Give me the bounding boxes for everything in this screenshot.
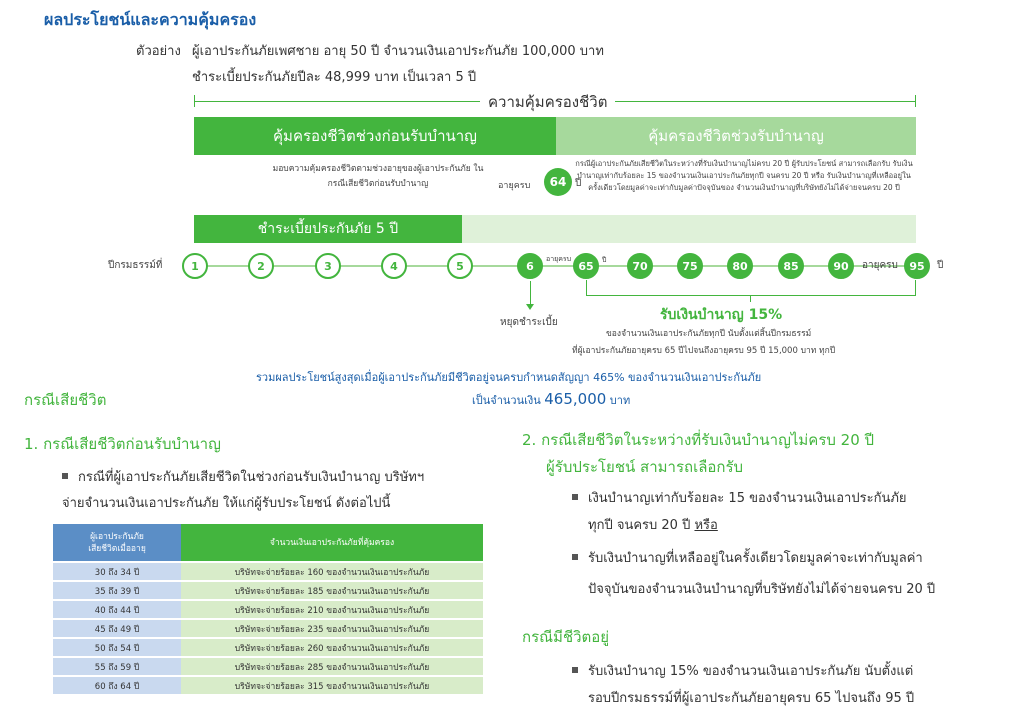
bullet-text: รับเงินบำนาญ 15% ของจำนวนเงินเอาประกันภัย นับตั้งแต่ (588, 664, 914, 679)
example-label: ตัวอย่าง (136, 44, 181, 59)
phase-pre-annuity: คุ้มครองชีวิตช่วงก่อนรับบำนาญ (194, 117, 556, 155)
bullet-text: ทุกปี จนครบ 20 ปี (588, 518, 691, 533)
table-cell-amount: บริษัทจะจ่ายร้อยละ 160 ของจำนวนเงินเอาประกันภัย (181, 563, 483, 580)
alive-bullet-line-2: รอบปีกรมธรรม์ที่ผู้เอาประกันภัยอายุครบ 65 ไปจนถึง 95 ปี (588, 691, 915, 706)
annuity-desc-line-1: ของจำนวนเงินเอาประกันภัยทุกปี นับตั้งแต่สิ้นปีกรมธรรม์ (606, 329, 812, 339)
table-cell-age: 30 ถึง 34 ปี (53, 563, 181, 580)
timeline-line (194, 265, 924, 267)
premium-payment-bar: ชำระเบี้ยประกันภัย 5 ปี (194, 215, 462, 243)
table-cell-amount: บริษัทจะจ่ายร้อยละ 235 ของจำนวนเงินเอาประกันภัย (181, 620, 483, 637)
annuity-bracket (586, 280, 916, 296)
annuity-title: รับเงินบำนาญ 15% (660, 307, 783, 323)
example-line-2: ชำระเบี้ยประกันภัยปีละ 48,999 บาท เป็นเวลา 5 ปี (192, 70, 477, 85)
bullet-text: เงินบำนาญเท่ากับร้อยละ 15 ของจำนวนเงินเอาประกันภัย (588, 491, 907, 506)
death-section-2-bullet-2-line-2: ปัจจุบันของจำนวนเงินบำนาญที่บริษัทยังไม่ได้จ่ายจนครบ 20 ปี (588, 582, 936, 597)
table-cell-amount: บริษัทจะจ่ายร้อยละ 210 ของจำนวนเงินเอาประกันภัย (181, 601, 483, 618)
arrow-down-icon (526, 304, 534, 310)
alive-heading: กรณีมีชีวิตอยู่ (522, 628, 610, 646)
age-64-label: อายุครบ (498, 181, 531, 191)
phase-pre-annuity-description: มอบความคุ้มครองชีวิตตามช่วงอายุของผู้เอาประกันภัย ในกรณีเสียชีวิตก่อนรับบำนาญ (272, 164, 484, 189)
table-header-amount: จำนวนเงินเอาประกันภัยที่คุ้มครอง (181, 524, 483, 561)
policy-year-4: 4 (381, 253, 407, 279)
policy-year-2: 2 (248, 253, 274, 279)
table-cell-age: 55 ถึง 59 ปี (53, 658, 181, 675)
stop-payment-label: หยุดชำระเบี้ย (500, 317, 558, 328)
death-benefit-table (53, 522, 483, 696)
table-header-row (53, 524, 483, 561)
table-row (53, 601, 483, 618)
table-cell-age: 40 ถึง 44 ปี (53, 601, 181, 618)
age-65-badge: 65 (573, 253, 599, 279)
bullet-text: รับเงินบำนาญที่เหลืออยู่ในครั้งเดียวโดยมูลค่าจะเท่ากับมูลค่า (588, 551, 923, 566)
table-row (53, 677, 483, 694)
policy-year-label: ปีกรมธรรม์ที่ (108, 260, 163, 271)
table-cell-age: 60 ถึง 64 ปี (53, 677, 181, 694)
table-cell-amount: บริษัทจะจ่ายร้อยละ 260 ของจำนวนเงินเอาประกันภัย (181, 639, 483, 656)
table-row (53, 620, 483, 637)
death-section-2-bullet-1-line-1 (572, 487, 907, 508)
table-row (53, 582, 483, 599)
death-heading: กรณีเสียชีวิต (24, 391, 107, 409)
table-cell-age: 35 ถึง 39 ปี (53, 582, 181, 599)
coverage-title: ความคุ้มครองชีวิต (480, 90, 615, 114)
table-cell-amount: บริษัทจะจ่ายร้อยละ 315 ของจำนวนเงินเอาประกันภัย (181, 677, 483, 694)
policy-year-1: 1 (182, 253, 208, 279)
age-65-unit: ปี (602, 256, 607, 264)
summary-unit: บาท (609, 394, 631, 407)
policy-year-6: 6 (517, 253, 543, 279)
age-75-badge: 75 (677, 253, 703, 279)
bullet-icon (572, 554, 578, 560)
summary-amount: 465,000 (544, 390, 607, 408)
summary-line-2 (472, 390, 630, 409)
death-section-2-bullet-1-line-2 (588, 514, 718, 535)
age-85-badge: 85 (778, 253, 804, 279)
death-section-2-title-line-1: 2. กรณีเสียชีวิตในระหว่างที่รับเงินบำนาญไม่ครบ 20 ปี (522, 431, 875, 449)
age-80-badge: 80 (727, 253, 753, 279)
bullet-icon (572, 494, 578, 500)
death-section-1-title: 1. กรณีเสียชีวิตก่อนรับบำนาญ (24, 435, 221, 453)
annuity-bracket-mid (750, 296, 751, 302)
death-section-1-bullet-line-1 (62, 466, 424, 487)
death-section-2-title-line-2: ผู้รับประโยชน์ สามารถเลือกรับ (546, 458, 744, 476)
table-cell-amount: บริษัทจะจ่ายร้อยละ 285 ของจำนวนเงินเอาประกันภัย (181, 658, 483, 675)
table-header-age: ผู้เอาประกันภัย เสียชีวิตเมื่ออายุ (53, 524, 181, 561)
policy-year-3: 3 (315, 253, 341, 279)
annuity-desc-line-2: ที่ผู้เอาประกันภัยอายุครบ 65 ปีไปจนถึงอายุครบ 95 ปี 15,000 บาท ทุกปี (572, 346, 836, 356)
death-section-1-bullet-line-2: จ่ายจำนวนเงินเอาประกันภัย ให้แก่ผู้รับประโยชน์ ดังต่อไปนี้ (62, 496, 391, 511)
table-cell-amount: บริษัทจะจ่ายร้อยละ 185 ของจำนวนเงินเอาประกันภัย (181, 582, 483, 599)
coverage-span-end-tick (915, 95, 916, 107)
death-section-2-bullet-2-line-1 (572, 547, 923, 568)
table-row (53, 658, 483, 675)
phase-annuity: คุ้มครองชีวิตช่วงรับบำนาญ (556, 117, 916, 155)
age-95-label: อายุครบ (862, 260, 898, 271)
table-row (53, 639, 483, 656)
example-line-1: ผู้เอาประกันภัยเพศชาย อายุ 50 ปี จำนวนเงินเอาประกันภัย 100,000 บาท (192, 44, 604, 59)
age-64-unit: ปี (575, 178, 582, 189)
age-95-unit: ปี (937, 260, 944, 271)
table-row (53, 563, 483, 580)
alive-bullet-line-1 (572, 660, 913, 681)
age-65-label: อายุครบ (546, 255, 572, 263)
bullet-icon (62, 473, 68, 479)
or-text: หรือ (694, 518, 718, 533)
summary-line-1: รวมผลประโยชน์สูงสุดเมื่อผู้เอาประกันภัยมีชีวิตอยู่จนครบกำหนดสัญญา 465% ของจำนวนเงินเอาประกันภัย (256, 371, 762, 384)
page-title: ผลประโยชน์และความคุ้มครอง (44, 10, 257, 29)
age-70-badge: 70 (627, 253, 653, 279)
table-cell-age: 50 ถึง 54 ปี (53, 639, 181, 656)
age-64-badge: 64 (544, 168, 572, 196)
age-95-badge: 95 (904, 253, 930, 279)
table-cell-age: 45 ถึง 49 ปี (53, 620, 181, 637)
phase-annuity-description: กรณีผู้เอาประกันภัยเสียชีวิตในระหว่างที่รับเงินบำนาญไม่ครบ 20 ปี ผู้รับประโยชน์ สามารถเลือกรับ รับเงินบำนาญเท่ากับร้อยละ 15 ของจำนวนเงินเอาประกันภัยทุกปี จนครบ 20 ปี หรือ รับเงินบำนาญที่เหลืออยู่ในครั้งเดียวโดยมูลค่าจะเท่ากับมูลค่าปัจจุบันของ จำนวนเงินบำนาญที่บริษัทยังไม่ได้จ่ายจนครบ 20 ปี (575, 159, 913, 192)
coverage-span-start-tick (194, 95, 195, 107)
policy-year-5: 5 (447, 253, 473, 279)
age-90-badge: 90 (828, 253, 854, 279)
summary-prefix: เป็นจำนวนเงิน (472, 394, 541, 407)
bullet-icon (572, 667, 578, 673)
post-payment-bar (462, 215, 916, 243)
bullet-text: กรณีที่ผู้เอาประกันภัยเสียชีวิตในช่วงก่อนรับเงินบำนาญ บริษัทฯ (78, 470, 425, 485)
